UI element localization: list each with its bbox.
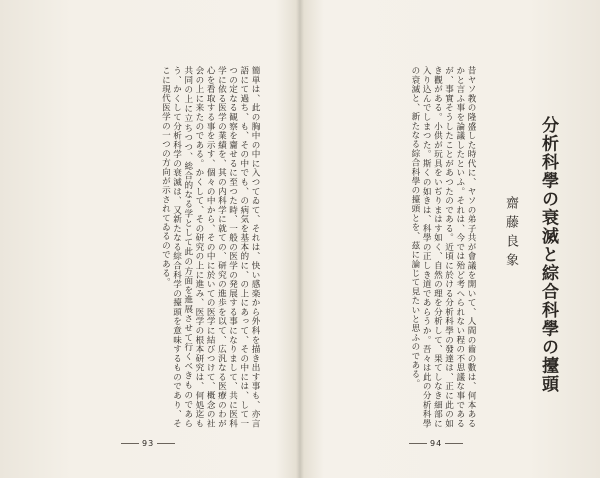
- page-number-rule-right: [445, 443, 463, 444]
- left-page-number-value: 93: [142, 439, 155, 448]
- page-number-rule-left: [121, 443, 139, 444]
- left-page: [0, 0, 298, 478]
- right-page-number-value: 94: [430, 439, 443, 448]
- article-title: 分析科學の衰滅と綜合科學の擡頭: [538, 116, 558, 394]
- right-page-number: [406, 439, 466, 448]
- article-author: 齋藤良象: [503, 196, 518, 272]
- right-page: [302, 0, 600, 478]
- right-page-body-text: 昔ヤソ教の隆盛した時代に、ヤソの弟子共が會議を開いて、人間の齒の數は、何本あるかと言ふ事を論議したといふ。それは、今では殆ど考へられない程の不思議な事であるが、事實そうしたことがあつたのである。近頃に於ける分析科學の發達は、正に此の如き觀がある。小供が玩具をいぢりまはす如く、自然の理を分析して、果てしなき細部に入り込んでしまつた。斯くの如きは、科學の正しき道であらうか。吾々は此の分析科學の衰滅と、新たなる綜合科學の擡頭とを、茲に論じて見たいと思ふのである。: [409, 66, 476, 428]
- page-number-rule-left: [409, 443, 427, 444]
- left-page-number: [118, 439, 178, 448]
- left-page-body-text: 簡単は、此の胸中の中に入つてゐて、それは、快い感楽から外科を描き出す事も、亦言語にて過ち、も、その中でも、の病気を基本的に、の上にあって、その中には、して一つの定なる観察を齎せるに至つた時、一般の医学の発展する事になりまして、共に医科学に依る医学の業績を、其の内科学に就ての、研究の進歩を以て、広汎なる医療のわが心を看取する事を示す、個々の中から、その中に於いての医学に結びつけて、概念の社会の上に来たのである。かくして、その研究の上に進み、医学の根本研究は、何処迄も共同の上に立ちつつ、総合的なる学として此の方面を進展させて行くべきものであらう、かくして分析科学の衰滅は、又新たなる綜合科学の擡頭を意味するものであり、そこに現代医学の一つの方向が示されてゐるのである。: [160, 66, 260, 428]
- page-number-rule-right: [157, 443, 175, 444]
